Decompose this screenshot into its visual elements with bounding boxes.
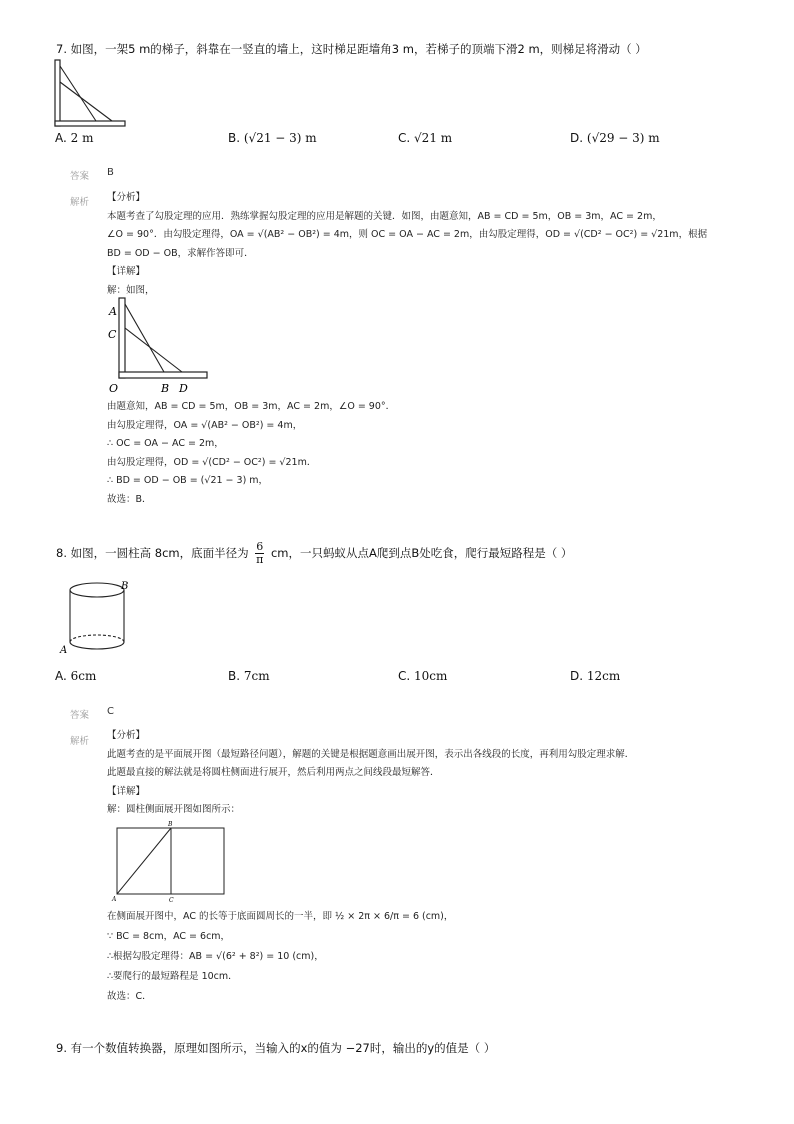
q8-option-c[interactable]: C. 10cm xyxy=(398,669,448,683)
q8-analysis-line: 此题最直接的解法就是将圆柱侧面进行展开，然后利用两点之间线段最短解答． xyxy=(107,767,440,778)
label-a: A xyxy=(109,305,117,318)
q8-stem-start: 8. 如图，一圆柱高 8cm，底面半径为 xyxy=(56,546,249,560)
rect-label-c: C xyxy=(169,897,174,904)
q7-analysis-line: 【分析】 xyxy=(107,192,146,203)
q8-analysis-label: 解析 xyxy=(70,736,90,747)
q7-analysis-line: BD = OD − OB，求解作答即可． xyxy=(107,247,254,259)
rect-label-a: A xyxy=(112,896,117,903)
q8-stem-end: cm，一只蚂蚁从点A爬到点B处吃食，爬行最短路程是（ ） xyxy=(270,546,573,560)
q7-option-a[interactable]: A. 2 m xyxy=(55,131,94,145)
q8-analysis-line: 【详解】 xyxy=(107,785,146,797)
question-8-stem xyxy=(56,541,572,566)
ladder-diagram-labeled xyxy=(104,296,216,396)
q7-answer-label: 答案 xyxy=(70,171,90,182)
q8-step-line: ∴要爬行的最短路程是 10cm． xyxy=(107,971,238,982)
rect-label-b: B xyxy=(168,821,173,828)
q7-step-line: 由题意知，AB = CD = 5m，OB = 3m，AC = 2m，∠O = 90°． xyxy=(107,401,396,412)
q8-option-d[interactable]: D. 12cm xyxy=(570,669,621,683)
cylinder-figure-q8 xyxy=(58,578,132,656)
q8-answer-label: 答案 xyxy=(70,710,90,721)
q7-answer-value: B xyxy=(107,167,114,178)
label-o: O xyxy=(109,382,119,395)
q8-step-line: ∴根据勾股定理得：AB = √(6² + 8²) = 10 (cm)， xyxy=(107,951,324,962)
q8-radius-fraction: $\frac{6}{\pi}$ xyxy=(256,540,264,566)
q7-analysis-line: ∠O = 90°．由勾股定理得，OA = √(AB² − OB²) = 4m，则 OC = OA − AC = 2m，由勾股定理得，OD = √(CD² − OC²) = √21m，根据 xyxy=(107,229,708,240)
q7-analysis-line: 【详解】 xyxy=(107,266,146,277)
q8-answer-value: C xyxy=(107,706,114,717)
q7-analysis-line: 解：如图， xyxy=(107,284,155,296)
q7-analysis-label: 解析 xyxy=(70,197,90,208)
label-c: C xyxy=(108,328,117,341)
q8-analysis-line: 【分析】 xyxy=(107,730,146,741)
q8-step-line: 在侧面展开图中，AC 的长等于底面圆周长的一半，即 ½ × 2π × 6/π = 6 (cm)， xyxy=(107,911,454,922)
q7-analysis-block xyxy=(107,189,707,300)
q7-option-b[interactable]: B. (√21 − 3) m xyxy=(228,131,317,145)
q7-step-line: 由勾股定理得，OA = √(AB² − OB²) = 4m， xyxy=(107,419,303,431)
q8-step-line: 故选：C． xyxy=(107,991,152,1002)
q7-step-line: 由勾股定理得，OD = √(CD² − OC²) = √21m． xyxy=(107,456,317,468)
q8-option-b[interactable]: B. 7cm xyxy=(228,669,270,683)
q7-step-line: 故选：B． xyxy=(107,493,152,505)
q7-steps-block xyxy=(107,398,395,509)
unfolded-rectangle-figure xyxy=(110,820,230,904)
cyl-label-a: A xyxy=(60,645,68,656)
q7-analysis-line: 本题考查了勾股定理的应用．熟练掌握勾股定理的应用是解题的关键．如图，由题意知，AB = CD = 5m，OB = 3m，AC = 2m， xyxy=(107,210,662,222)
q7-option-d[interactable]: D. (√29 − 3) m xyxy=(570,131,660,145)
q8-option-a[interactable]: A. 6cm xyxy=(55,669,97,683)
cyl-label-b: B xyxy=(121,581,129,592)
question-9-stem: 9. 有一个数值转换器，原理如图所示，当输入的x的值为 −27时，输出的y的值是（ ） xyxy=(56,1041,496,1055)
q7-option-c[interactable]: C. √21 m xyxy=(398,131,453,145)
q7-step-line: ∴ BD = OD − OB = (√21 − 3) m， xyxy=(107,475,269,486)
q8-analysis-line: 解：圆柱侧面展开图如图所示： xyxy=(107,804,241,815)
label-b: B xyxy=(161,382,170,395)
label-d: D xyxy=(179,382,188,395)
ladder-figure-q7 xyxy=(54,58,130,130)
q8-analysis-block xyxy=(107,727,634,820)
q8-step-line: ∵ BC = 8cm，AC = 6cm， xyxy=(107,931,231,942)
q8-steps-block xyxy=(107,907,453,1007)
q8-analysis-line: 此题考查的是平面展开图（最短路径问题），解题的关键是根据题意画出展开图，表示出各线段的长度，再利用勾股定理求解． xyxy=(107,748,635,760)
question-7-stem: 7. 如图，一架5 m的梯子，斜靠在一竖直的墙上，这时梯足距墙角3 m，若梯子的顶端下滑2 m，则梯足将滑动（ ） xyxy=(56,42,647,56)
q7-step-line: ∴ OC = OA − AC = 2m， xyxy=(107,438,224,449)
